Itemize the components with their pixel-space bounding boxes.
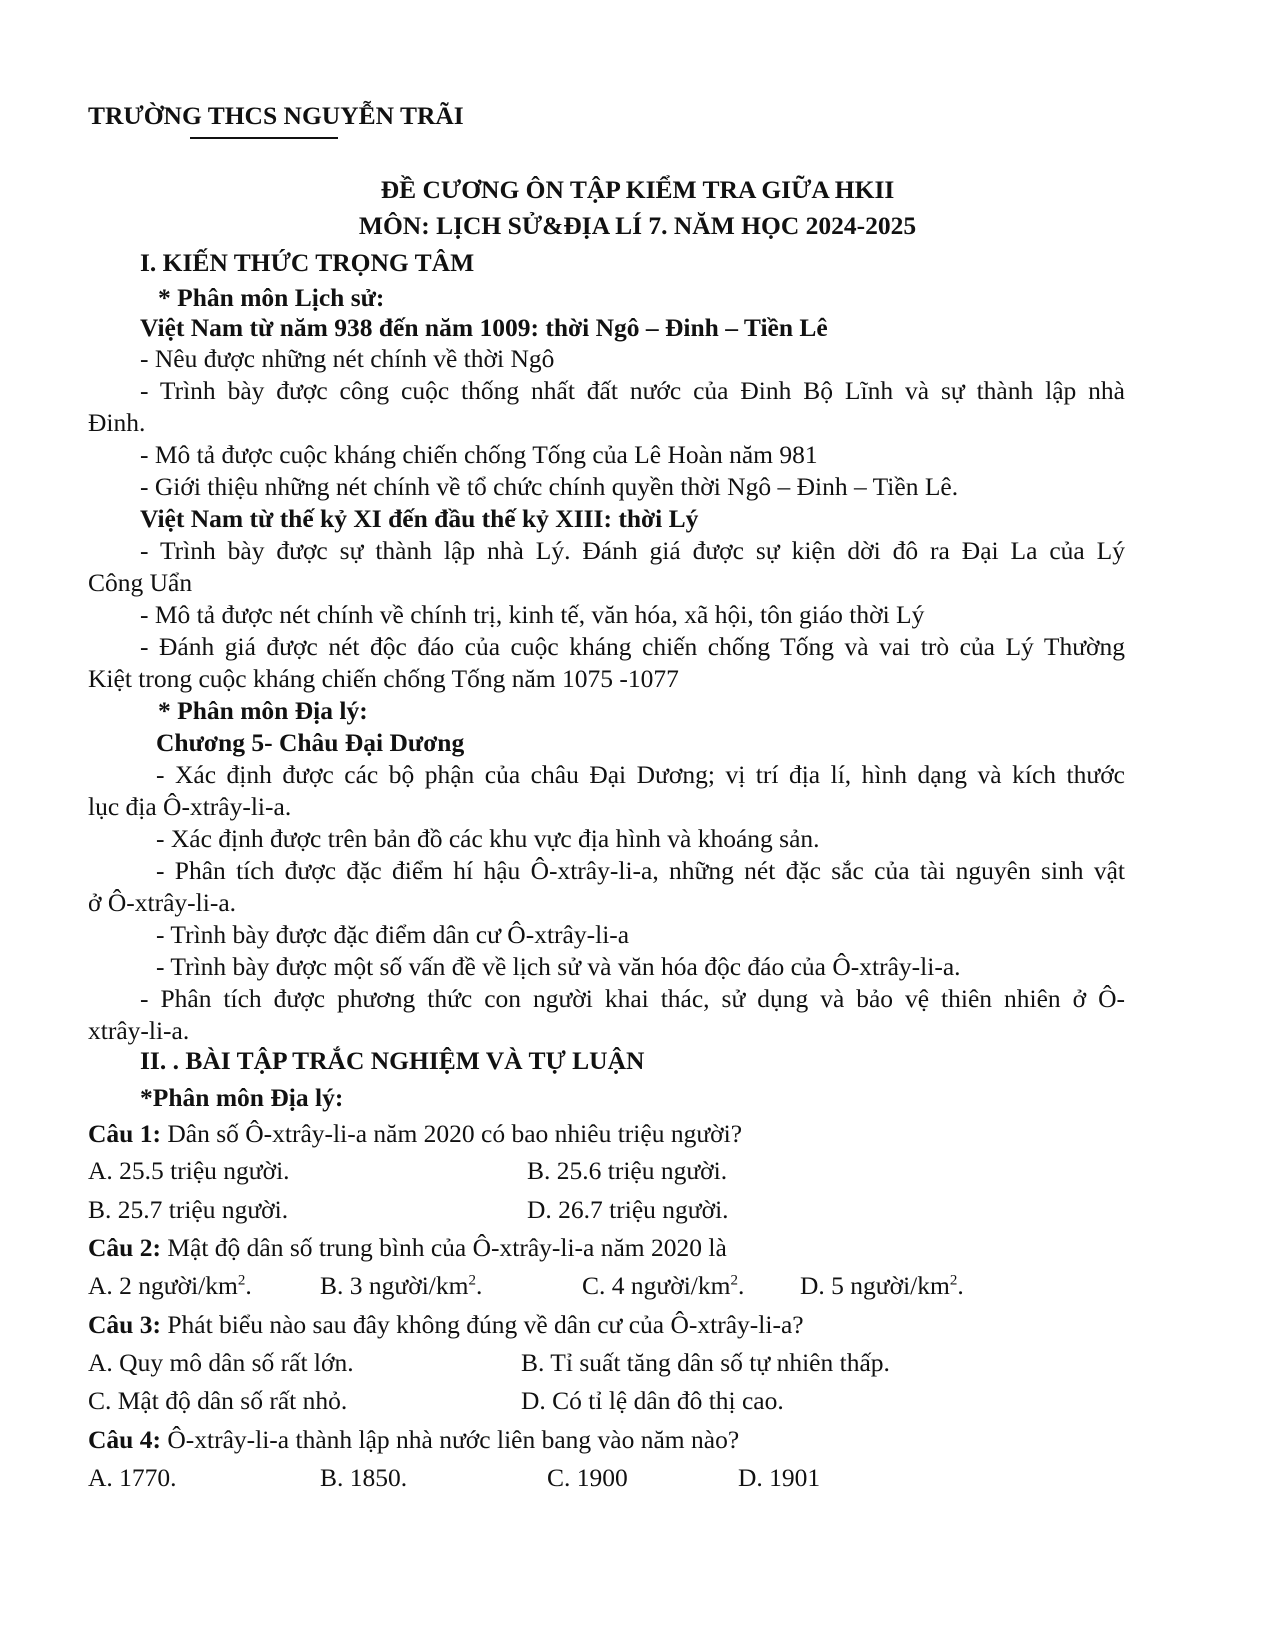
q4-option-b: B. 1850.: [320, 1463, 408, 1492]
geography-chapter: Chương 5- Châu Đại Dương: [156, 728, 465, 757]
history-item: - Mô tả được cuộc kháng chiến chống Tống của Lê Hoàn năm 981: [140, 440, 818, 469]
question-2: [88, 1232, 1188, 1264]
history-item: - Mô tả được nét chính về chính trị, kinh tế, văn hóa, xã hội, tôn giáo thời Lý: [140, 600, 925, 629]
question-text: Dân số Ô-xtrây-li-a năm 2020 có bao nhiêu triệu người?: [160, 1119, 743, 1148]
geography-item: - Trình bày được đặc điểm dân cư Ô-xtrây-li-a: [156, 920, 630, 949]
history-item-continued: Kiệt trong cuộc kháng chiến chống Tống năm 1075 -1077: [88, 664, 679, 693]
geography-item: - Xác định được các bộ phận của châu Đại Dương; vị trí địa lí, hình dạng và kích thước: [156, 760, 1125, 789]
geography-item-continued: ở Ô-xtrây-li-a.: [88, 888, 237, 917]
question-label: Câu 1:: [88, 1119, 161, 1148]
section-2-heading: II. . BÀI TẬP TRẮC NGHIỆM VÀ TỰ LUẬN: [140, 1046, 645, 1075]
q3-option-c: C. Mật độ dân số rất nhỏ.: [88, 1386, 348, 1415]
question-text: Ô-xtrây-li-a thành lập nhà nước liên bang vào năm nào?: [160, 1425, 740, 1454]
geography-item: - Trình bày được một số vấn đề về lịch sử và văn hóa độc đáo của Ô-xtrây-li-a.: [156, 952, 961, 981]
q4-option-c: C. 1900: [547, 1463, 628, 1492]
exercise-subheading: *Phân môn Địa lý:: [140, 1083, 344, 1112]
q2-option-c: C. 4 người/$km^2$.: [582, 1271, 745, 1300]
history-item: - Trình bày được công cuộc thống nhất đất nước của Đinh Bộ Lĩnh và sự thành lập nhà: [140, 376, 1125, 405]
school-underline: [190, 137, 338, 139]
history-item: - Trình bày được sự thành lập nhà Lý. Đánh giá được sự kiện dời đô ra Đại La của Lý: [140, 536, 1125, 565]
q3-option-a: A. Quy mô dân số rất lớn.: [88, 1348, 354, 1377]
geography-item-continued: xtrây-li-a.: [88, 1016, 190, 1045]
q3-option-d: D. Có tỉ lệ dân đô thị cao.: [521, 1386, 784, 1415]
history-item: - Đánh giá được nét độc đáo của cuộc kháng chiến chống Tống và vai trò của Lý Thường: [140, 632, 1125, 661]
q1-option-d: D. 26.7 triệu người.: [527, 1195, 729, 1224]
question-label: Câu 2:: [88, 1233, 161, 1262]
history-topic-2: Việt Nam từ thế kỷ XI đến đầu thế kỷ XIII: thời Lý: [140, 504, 699, 533]
q4-option-d: D. 1901: [738, 1463, 821, 1492]
geography-item-continued: lục địa Ô-xtrây-li-a.: [88, 792, 292, 821]
question-label: Câu 3:: [88, 1310, 161, 1339]
history-item: - Giới thiệu những nét chính về tổ chức chính quyền thời Ngô – Đinh – Tiền Lê.: [140, 472, 959, 501]
q4-option-a: A. 1770.: [88, 1463, 177, 1492]
question-label: Câu 4:: [88, 1425, 161, 1454]
geography-item: - Xác định được trên bản đồ các khu vực địa hình và khoáng sản.: [156, 824, 820, 853]
question-1: [88, 1118, 1188, 1150]
history-item: - Nêu được những nét chính về thời Ngô: [140, 344, 555, 373]
document-title: ĐỀ CƯƠNG ÔN TẬP KIỂM TRA GIỮA HKII: [380, 175, 895, 204]
school-name: TRƯỜNG THCS NGUYỄN TRÃI: [88, 101, 464, 130]
document-subtitle: MÔN: LỊCH SỬ&ĐỊA LÍ 7. NĂM HỌC 2024-2025: [358, 211, 917, 240]
q2-option-a: A. 2 người/$km^2$.: [88, 1271, 252, 1300]
geography-item: - Phân tích được đặc điểm hí hậu Ô-xtrây-li-a, những nét đặc sắc của tài nguyên sinh vật: [156, 856, 1125, 885]
question-3: [88, 1309, 1188, 1341]
q2-option-b: B. 3 người/$km^2$.: [320, 1271, 483, 1300]
geography-subheading: * Phân môn Địa lý:: [158, 696, 368, 725]
history-item-continued: Công Uẩn: [88, 568, 193, 597]
question-4: [88, 1424, 1188, 1456]
section-1-heading: I. KIẾN THỨC TRỌNG TÂM: [140, 248, 475, 277]
question-text: Mật độ dân số trung bình của Ô-xtrây-li-a năm 2020 là: [160, 1233, 727, 1262]
geography-item: - Phân tích được phương thức con người khai thác, sử dụng và bảo vệ thiên nhiên ở Ô-: [140, 984, 1125, 1013]
q1-option-c: B. 25.7 triệu người.: [88, 1195, 289, 1224]
q3-option-b: B. Tỉ suất tăng dân số tự nhiên thấp.: [521, 1348, 890, 1377]
q1-option-a: A. 25.5 triệu người.: [88, 1156, 290, 1185]
q1-option-b: B. 25.6 triệu người.: [527, 1156, 728, 1185]
q2-option-d: D. 5 người/$km^2$.: [800, 1271, 964, 1300]
question-text: Phát biểu nào sau đây không đúng về dân cư của Ô-xtrây-li-a?: [160, 1310, 804, 1339]
history-item-continued: Đinh.: [88, 408, 146, 437]
history-topic-1: Việt Nam từ năm 938 đến năm 1009: thời Ngô – Đinh – Tiền Lê: [140, 313, 828, 342]
history-subheading: * Phân môn Lịch sử:: [158, 283, 385, 312]
